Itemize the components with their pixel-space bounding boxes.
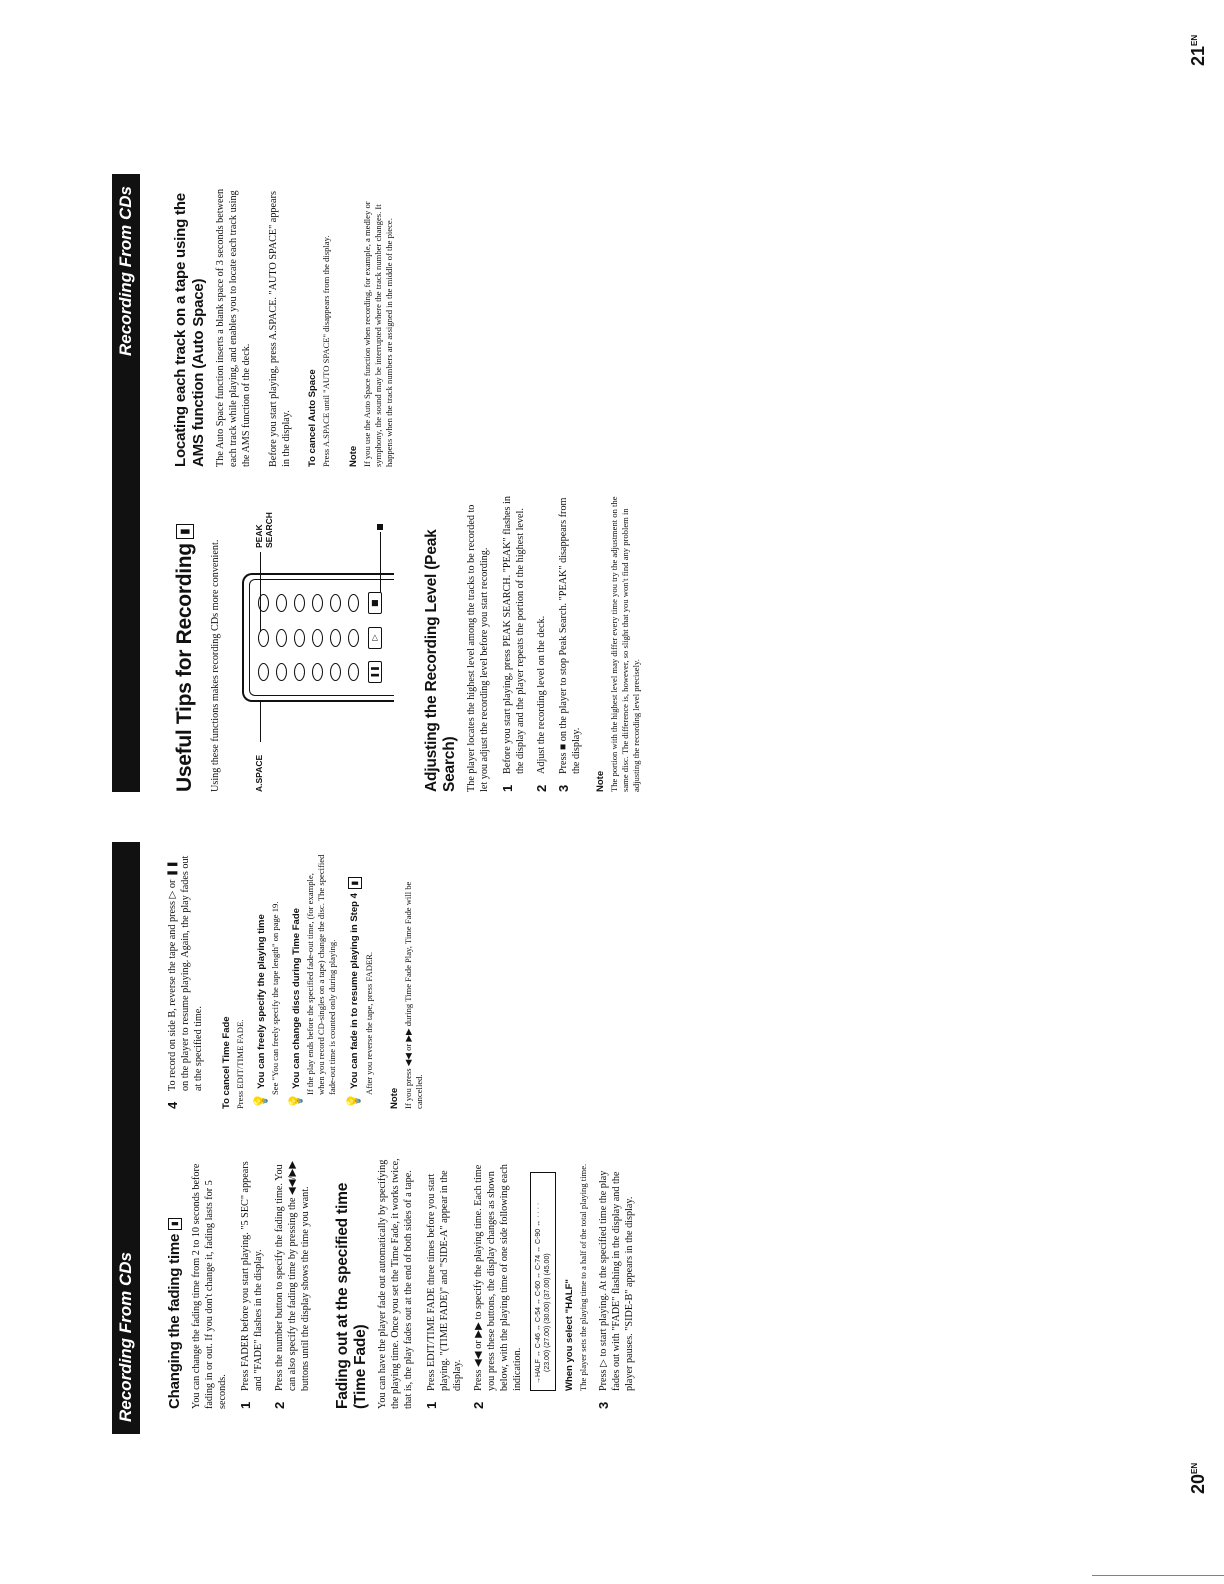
cancel-text: Press EDIT/TIME FADE. xyxy=(235,1019,245,1109)
lightbulb-icon: 💡 xyxy=(347,1092,362,1109)
intro-text: Using these functions makes recording CDs more convenient. xyxy=(210,539,221,792)
heading-peak-search: Adjusting the Recording Level (Peak Search) xyxy=(423,529,458,792)
lightbulb-icon: 💡 xyxy=(289,1092,304,1109)
step-item: 2 Adjust the recording level on the deck. xyxy=(534,615,549,792)
instruction-text: Before you start playing, press A.SPACE. "AUTO SPACE" appears in the display. xyxy=(268,191,292,467)
step-item: 1 Press FADER before you start playing. "5 SEC" appears and "FADE" flashes in the display. xyxy=(238,1161,264,1409)
page-title: Useful Tips for Recording▮ xyxy=(172,492,197,792)
remote-icon: ▮ xyxy=(348,877,362,889)
page-20 xyxy=(0,792,1224,1584)
lightbulb-icon: 💡 xyxy=(254,1092,269,1109)
note-text: If you press ◀◀ or ▶▶ during Time Fade Play, Time Fade will be cancelled. xyxy=(403,881,424,1109)
note-text: If you use the Auto Space function when recording, for example, a medley or symphony, the sound may be interrupted where the track number changes. It happens when the track numbers are assigned in the middle of the piece. xyxy=(362,201,394,467)
cancel-heading: To cancel Auto Space xyxy=(307,369,318,467)
intro-text: The player locates the highest level among the tracks to be recorded to let you adjust the recording level before you start recording. xyxy=(466,504,490,792)
remote-control: ❚❚ ▷ ■ xyxy=(242,573,394,702)
a-space-label: A.SPACE xyxy=(254,754,264,792)
fade-sequence-diagram: →HALF ↔ C-46 ↔ C-54 ↔ C-60 ↔ C-74 ↔ C-90 ↔ · · · · (23.00) (27.00) (30.00) (37.00) (45.00) xyxy=(530,1172,556,1391)
step-item: 1 Before you start playing, press PEAK SEARCH. "PEAK" flashes in the display and the player repeats the portion of the highest level. xyxy=(500,496,526,792)
page-number: $20^{EN}$ xyxy=(1188,1462,1208,1494)
tip-heading: 💡 You can change discs during Time Fade xyxy=(289,908,304,1109)
intro-text: You can have the player fade out automatically by specifying the playing time. Once you set the Time Fade, it works twice, that is, the play fades out at the end of both sides of a tape. xyxy=(377,1158,414,1409)
cancel-heading: To cancel Time Fade xyxy=(221,1016,232,1109)
step-item: 2 Press ◀◀ or ▶▶ to specify the playing time. Each time you press these buttons, the display changes as shown below, with the playing time of one side following each indication. xyxy=(471,1164,523,1409)
right-column-2 xyxy=(172,182,403,467)
tip-text: If the play ends before the specified fade-out time, (for example, when you record CD-singles on a tape) change the disc. The specified fade-out time is counted only during playing. xyxy=(305,854,337,1095)
section-banner: Recording From CDs xyxy=(112,842,140,1434)
heading-changing-fading-time: Changing the fading time▮ xyxy=(166,1154,184,1409)
intro-text: You can change the fading time from 2 to 10 seconds before fading in or out. If you don't change it, fading lasts for 5 seconds. xyxy=(191,1163,228,1409)
tip-heading: 💡 You can fade in to resume playing in Step 4 ▮ xyxy=(348,854,362,1109)
step-item: 2 Press the number button to specify the fading time. You can also specify the fading time by pressing the ◀◀/▶▶ buttons until the display shows the time you want. xyxy=(272,1160,311,1409)
right-column-1 xyxy=(172,492,650,792)
remote-illustration xyxy=(232,492,407,792)
section-banner: Recording From CDs xyxy=(112,174,140,792)
step-item: 3 Press ■ on the player to stop Peak Search. "PEAK" disappears from the display. xyxy=(556,497,582,792)
step-item: 1 Press EDIT/TIME FADE three times before you start playing. "(TIME FADE)" and "SIDE-A" appear in the display. xyxy=(424,1170,463,1409)
tip-heading: 💡 You can freely specify the playing time xyxy=(254,914,269,1109)
half-heading: When you select "HALF" xyxy=(564,1279,575,1391)
note-heading: Note xyxy=(389,1087,400,1109)
heading-auto-space: Locating each track on a tape using the AMS function (Auto Space) xyxy=(172,193,207,467)
tip-text: See "You can freely specify the tape length" on page 19. xyxy=(270,901,280,1095)
margin-line xyxy=(1092,1575,1224,1576)
step-item: 3 Press ▷ to start playing. At the specified time the play fades out with "FADE" flashing in the display and the player pauses. "SIDE-B" appears in the display. xyxy=(596,1170,635,1409)
step-item: 4 To record on side B, reverse the tape and press ▷ or ❚❚ on the player to resume playing. Again, the play fades out at the specified time. xyxy=(165,855,204,1109)
left-column-1 xyxy=(166,1154,644,1409)
left-column-2 xyxy=(166,854,433,1109)
remote-icon: ▮ xyxy=(176,524,194,539)
note-heading: Note xyxy=(595,770,606,792)
page-number: $21^{EN}$ xyxy=(1188,34,1208,66)
remote-icon: ▮ xyxy=(168,1218,182,1230)
note-text: The portion with the highest level may differ every time you try the adjustment on the same disc. The difference is, however, so slight that you won't find any problem in adjusting the recording level precisely. xyxy=(609,496,641,792)
heading-fading-out: Fading out at the specified time (Time Fade) xyxy=(334,1182,369,1409)
intro-text: The Auto Space function inserts a blank space of 3 seconds between each track while playing, and enables you to locate each track using the AMS function of the deck. xyxy=(215,188,252,467)
half-text: The player sets the playing time to a half of the total playing time. xyxy=(578,1163,588,1391)
tip-text: After you reverse the tape, press FADER. xyxy=(364,951,374,1095)
stop-icon xyxy=(377,524,383,530)
note-heading: Note xyxy=(348,445,359,467)
cancel-text: Press A.SPACE until "AUTO SPACE" disappears from the display. xyxy=(321,235,331,467)
peak-search-label: PEAK SEARCH xyxy=(254,512,274,548)
